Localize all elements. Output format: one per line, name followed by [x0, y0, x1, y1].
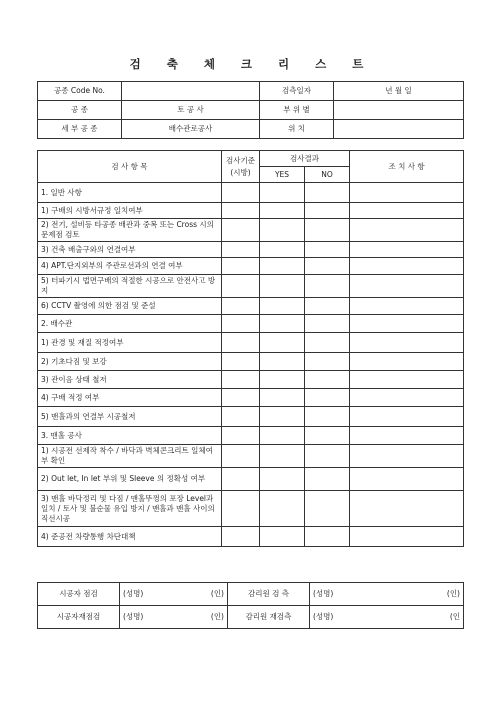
- supervisor-recheck-label: 감리원 재검측: [228, 606, 310, 629]
- part-value: [334, 101, 464, 120]
- table-row: [38, 468, 464, 491]
- supervisor-check-sign: [310, 583, 464, 606]
- yes-cell: [260, 389, 305, 407]
- no-cell: [305, 183, 350, 203]
- code-value: [122, 82, 260, 101]
- no-cell: [305, 427, 350, 445]
- yes-cell: [260, 203, 305, 219]
- supervisor-check-label: 감리원 검 측: [228, 583, 310, 606]
- table-row: [38, 333, 464, 353]
- table-row: [38, 527, 464, 547]
- standard-cell: [222, 371, 260, 389]
- section-row: [38, 315, 464, 333]
- action-cell: [350, 275, 464, 298]
- table-row: [38, 203, 464, 219]
- standard-cell: [222, 427, 260, 445]
- check-item: 6) CCTV 촬영에 의한 점검 및 준설: [38, 298, 222, 315]
- no-cell: [305, 219, 350, 242]
- no-cell: [305, 298, 350, 315]
- action-cell: [350, 491, 464, 527]
- section-title: 1. 일반 사항: [38, 183, 222, 203]
- no-cell: [305, 389, 350, 407]
- standard-cell: [222, 258, 260, 275]
- action-cell: [350, 427, 464, 445]
- yes-cell: [260, 298, 305, 315]
- check-item: 4) APT.단지외부의 주관로선과의 연결 여부: [38, 258, 222, 275]
- no-cell: [305, 371, 350, 389]
- yes-cell: [260, 275, 305, 298]
- yes-cell: [260, 371, 305, 389]
- check-item: 3) 맨홀 바닥정리 및 다짐 / 맨홀뚜껑의 포장 Level과 일치 / 토사 및 불순물 유입 방지 / 맨홀과 맨홀 사이의 직선시공: [38, 491, 222, 527]
- table-row: [38, 258, 464, 275]
- action-cell: [350, 468, 464, 491]
- action-cell: [350, 203, 464, 219]
- yes-cell: [260, 183, 305, 203]
- section-title: 2. 배수관: [38, 315, 222, 333]
- header-table: [37, 81, 464, 139]
- table-row: [38, 353, 464, 371]
- name-label: (성명): [123, 589, 144, 598]
- no-cell: [305, 407, 350, 427]
- location-value: [334, 120, 464, 139]
- standard-cell: [222, 275, 260, 298]
- signature-table: [37, 582, 464, 629]
- contractor-check-sign: [120, 583, 228, 606]
- contractor-check-label: 시공자 점검: [38, 583, 120, 606]
- check-item: 1) 시공전 선제작 착수 / 바닥과 벽체콘크리트 일체여부 확인: [38, 445, 222, 468]
- check-item: 4) 구배 적정 여부: [38, 389, 222, 407]
- table-row: [38, 445, 464, 468]
- yes-cell: [260, 219, 305, 242]
- table-row: [38, 298, 464, 315]
- no-cell: [305, 333, 350, 353]
- work-type-value: 토 공 사: [122, 101, 260, 120]
- check-item: 5) 터파기시 법면구배의 적절한 시공으로 안전사고 방지: [38, 275, 222, 298]
- standard-cell: [222, 491, 260, 527]
- standard-cell: [222, 468, 260, 491]
- yes-cell: [260, 491, 305, 527]
- name-label: (성명): [123, 612, 144, 621]
- standard-cell: [222, 333, 260, 353]
- table-row: [38, 242, 464, 258]
- name-label: (성명): [313, 612, 334, 621]
- yes-cell: [260, 445, 305, 468]
- seal-label: (인): [210, 612, 224, 621]
- no-cell: [305, 491, 350, 527]
- check-item: 2) 전기, 설비등 타공종 배관과 중복 또는 Cross 시의 문제점 검토: [38, 219, 222, 242]
- action-cell: [350, 371, 464, 389]
- check-item: 1) 구배의 시방서규정 일치여부: [38, 203, 222, 219]
- standard-cell: [222, 445, 260, 468]
- standard-cell: [222, 219, 260, 242]
- standard-cell: [222, 407, 260, 427]
- standard-cell: [222, 353, 260, 371]
- yes-cell: [260, 258, 305, 275]
- section-row: [38, 427, 464, 445]
- action-cell: [350, 258, 464, 275]
- no-cell: [305, 275, 350, 298]
- standard-cell: [222, 527, 260, 547]
- check-item: 1) 관경 및 재질 적정여부: [38, 333, 222, 353]
- col-result-header: 검사결과: [260, 151, 350, 167]
- date-label: 검측일자: [260, 82, 334, 101]
- standard-cell: [222, 242, 260, 258]
- action-cell: [350, 219, 464, 242]
- no-cell: [305, 203, 350, 219]
- check-item: 2) 기초다짐 및 보강: [38, 353, 222, 371]
- action-cell: [350, 527, 464, 547]
- yes-cell: [260, 242, 305, 258]
- location-label: 위 치: [260, 120, 334, 139]
- check-item: 4) 준공전 차량통행 차단대책: [38, 527, 222, 547]
- col-item-header: 검 사 항 목: [38, 151, 222, 183]
- name-label: (성명): [313, 589, 334, 598]
- seal-label: (인): [446, 589, 460, 598]
- yes-cell: [260, 353, 305, 371]
- col-action-header: 조 치 사 항: [350, 151, 464, 183]
- check-item: 3) 관이음 상태 철저: [38, 371, 222, 389]
- section-row: [38, 183, 464, 203]
- supervisor-recheck-sign: [310, 606, 464, 629]
- table-row: [38, 275, 464, 298]
- action-cell: [350, 389, 464, 407]
- action-cell: [350, 183, 464, 203]
- table-row: [38, 491, 464, 527]
- table-row: [38, 371, 464, 389]
- no-cell: [305, 258, 350, 275]
- seal-label: (인: [449, 612, 460, 621]
- table-row: [38, 389, 464, 407]
- action-cell: [350, 445, 464, 468]
- no-cell: [305, 353, 350, 371]
- page-title: 검 축 체 크 리 스 트: [129, 57, 375, 71]
- part-label: 부 위 별: [260, 101, 334, 120]
- yes-cell: [260, 427, 305, 445]
- action-cell: [350, 315, 464, 333]
- action-cell: [350, 242, 464, 258]
- checklist-table: [37, 150, 464, 547]
- action-cell: [350, 407, 464, 427]
- standard-cell: [222, 203, 260, 219]
- contractor-recheck-label: 시공자재점검: [38, 606, 120, 629]
- action-cell: [350, 353, 464, 371]
- yes-cell: [260, 333, 305, 353]
- detail-label: 세 부 공 종: [38, 120, 122, 139]
- yes-cell: [260, 407, 305, 427]
- col-yes-header: YES: [260, 167, 305, 183]
- standard-cell: [222, 389, 260, 407]
- action-cell: [350, 333, 464, 353]
- yes-cell: [260, 315, 305, 333]
- code-label: 공종 Code No.: [38, 82, 122, 101]
- seal-label: (인): [210, 589, 224, 598]
- section-title: 3. 맨홀 공사: [38, 427, 222, 445]
- col-no-header: NO: [305, 167, 350, 183]
- check-item: 3) 건축 배출구와의 연결여부: [38, 242, 222, 258]
- date-value: 년 월 일: [334, 82, 464, 101]
- no-cell: [305, 527, 350, 547]
- contractor-recheck-sign: [120, 606, 228, 629]
- no-cell: [305, 315, 350, 333]
- table-row: [38, 407, 464, 427]
- action-cell: [350, 298, 464, 315]
- check-item: 2) Out let, In let 부위 및 Sleeve 의 정확성 여부: [38, 468, 222, 491]
- col-standard-header: 검사기준 (시방): [222, 151, 260, 183]
- check-item: 5) 맨홀과의 연결부 시공철저: [38, 407, 222, 427]
- no-cell: [305, 445, 350, 468]
- detail-value: 배수관로공사: [122, 120, 260, 139]
- standard-cell: [222, 315, 260, 333]
- standard-cell: [222, 183, 260, 203]
- work-type-label: 공 종: [38, 101, 122, 120]
- yes-cell: [260, 468, 305, 491]
- standard-cell: [222, 298, 260, 315]
- yes-cell: [260, 527, 305, 547]
- no-cell: [305, 242, 350, 258]
- no-cell: [305, 468, 350, 491]
- table-row: [38, 219, 464, 242]
